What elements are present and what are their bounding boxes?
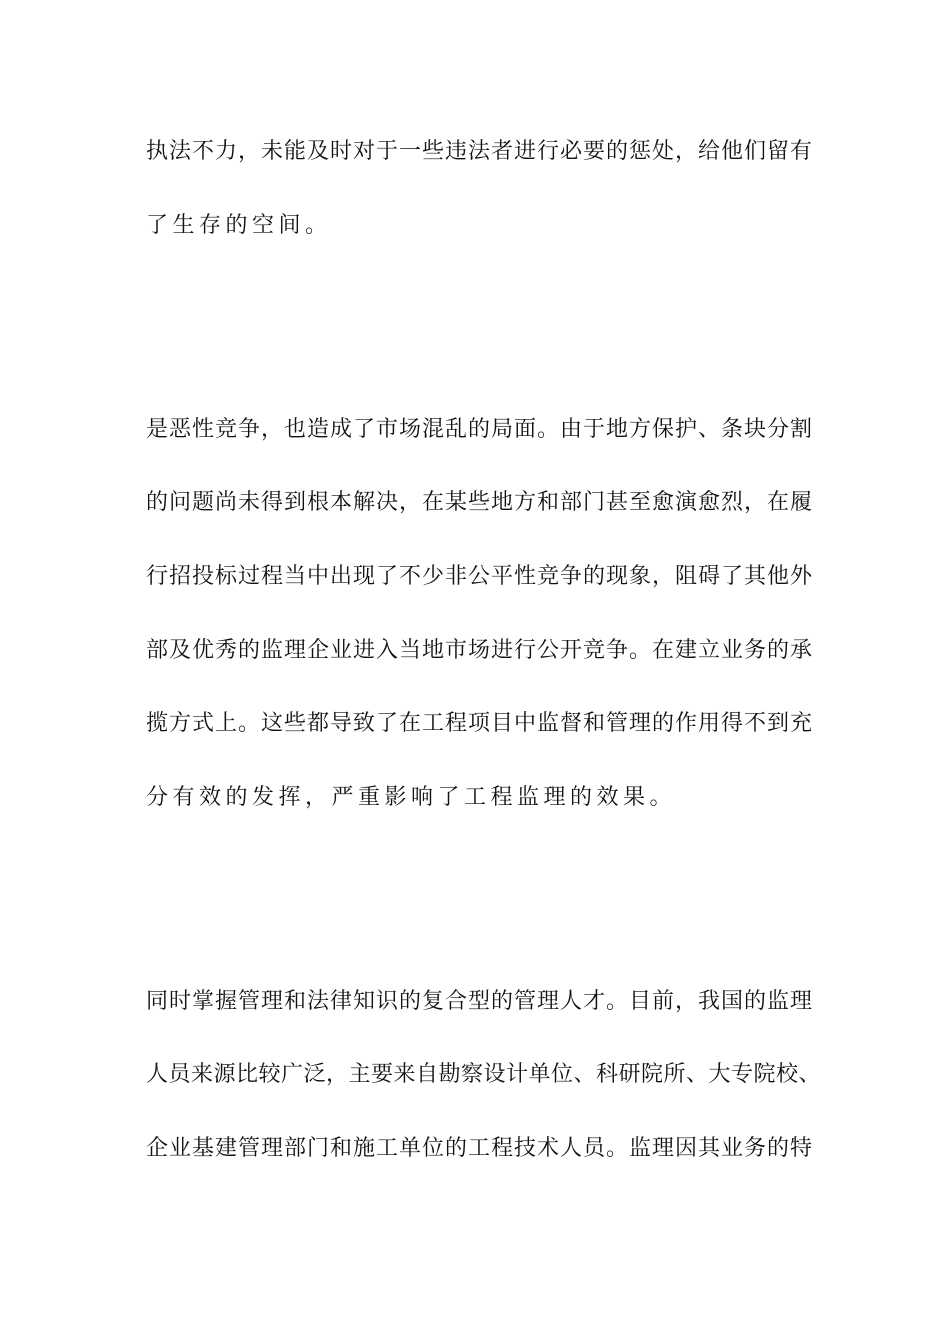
- body-text-line: 揽方式上。这些都导致了在工程项目中监督和管理的作用得不到充: [146, 711, 814, 736]
- body-text-line: 了生存的空间。: [146, 213, 332, 238]
- body-text-line: 执法不力，未能及时对于一些违法者进行必要的惩处，给他们留有: [146, 139, 814, 164]
- body-text-line: 部及优秀的监理企业进入当地市场进行公开竞争。在建立业务的承: [146, 638, 814, 663]
- body-text-line: [192, 913, 872, 943]
- section-heading-1-2: [192, 276, 872, 306]
- body-text-line: [192, 341, 872, 371]
- section-heading-1-3: [192, 848, 872, 878]
- body-text-line: 企业基建管理部门和施工单位的工程技术人员。监理因其业务的特: [146, 1136, 814, 1161]
- body-text-line: 是恶性竞争，也造成了市场混乱的局面。由于地方保护、条块分割: [146, 417, 814, 442]
- body-text-line: 行招投标过程当中出现了不少非公平性竞争的现象，阻碍了其他外: [146, 564, 814, 589]
- body-text-line: 分有效的发挥，严重影响了工程监理的效果。: [146, 785, 677, 810]
- body-text-line: 人员来源比较广泛，主要来自勘察设计单位、科研院所、大专院校、: [146, 1062, 822, 1087]
- body-text-line: 同时掌握管理和法律知识的复合型的管理人才。目前，我国的监理: [146, 989, 814, 1014]
- body-text-line: 的问题尚未得到根本解决，在某些地方和部门甚至愈演愈烈，在履: [146, 490, 814, 515]
